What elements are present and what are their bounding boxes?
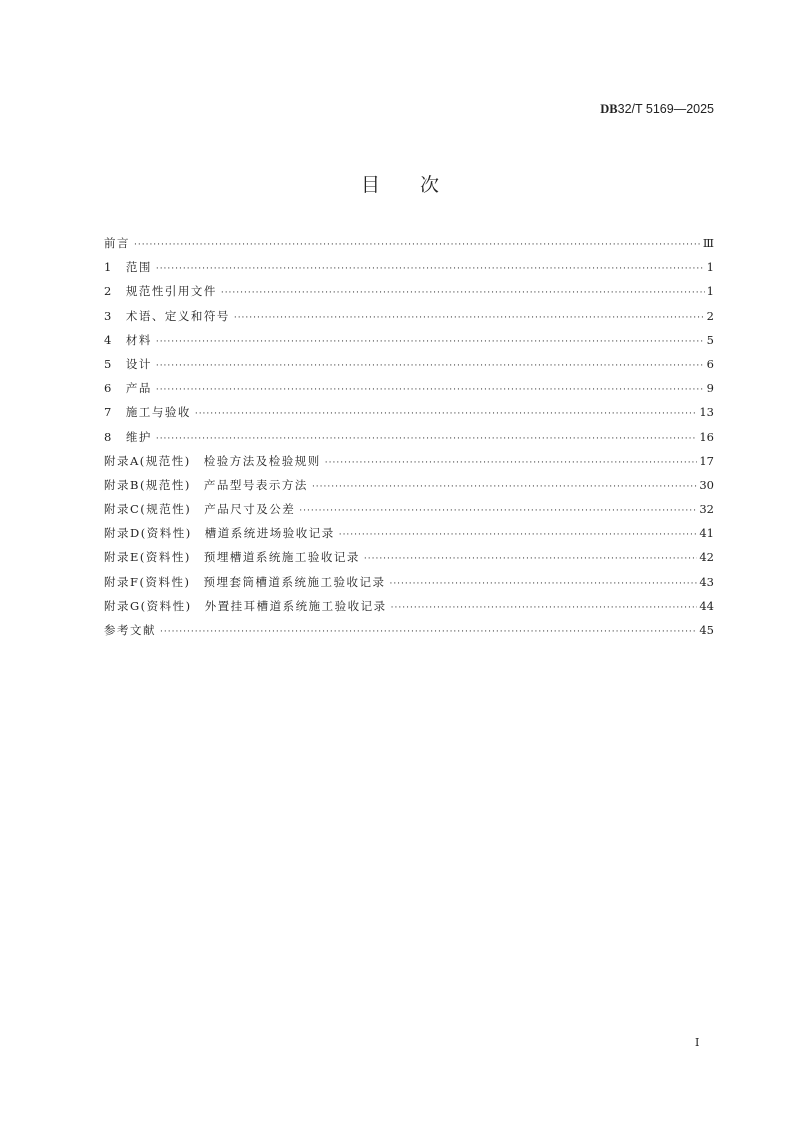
toc-entry-label: 附录B(规范性) 产品型号表示方法 [104,477,308,492]
toc-entry-page: Ⅲ [702,236,714,250]
dot-leader [156,337,705,347]
toc-entry[interactable] [104,283,714,307]
toc-entry[interactable] [104,332,714,356]
toc-entry-label: 附录D(资料性) 槽道系统进场验收记录 [104,526,335,541]
dot-leader [364,554,697,564]
toc-entry[interactable] [104,598,714,622]
toc-entry[interactable] [104,235,714,259]
dot-leader [156,434,698,444]
page-title: 目次 [360,174,479,196]
dot-leader [156,361,705,371]
toc-entry-label: 5 设计 [104,356,152,371]
dot-leader [339,530,698,540]
toc-entry[interactable] [104,380,714,404]
toc-entry[interactable] [104,574,714,598]
toc-entry-label: 2 规范性引用文件 [104,284,217,299]
toc-entry-page: 1 [706,284,714,299]
toc-entry-page: 30 [699,477,714,492]
toc-entry-page: 42 [699,550,714,565]
dot-leader [134,240,701,250]
dot-leader [312,482,697,492]
dot-leader [234,313,705,323]
toc-entry-label: 前言 [104,236,130,250]
toc-entry-label: 附录E(资料性) 预埋槽道系统施工验收记录 [104,550,360,565]
dot-leader [156,385,705,395]
toc-entry-page: 44 [699,598,714,613]
toc-entry[interactable] [104,525,714,549]
toc-entry-label: 参考文献 [104,623,156,637]
toc-entry-label: 1 范围 [104,260,152,275]
toc-entry[interactable] [104,404,714,428]
toc-entry[interactable] [104,429,714,453]
table-of-contents [104,235,714,646]
toc-entry-page: 13 [699,405,714,420]
toc-entry[interactable] [104,453,714,477]
dot-leader [299,506,697,516]
toc-entry-label: 8 维护 [104,429,152,444]
toc-entry-page: 16 [699,429,714,444]
toc-entry-label: 附录A(规范性) 检验方法及检验规则 [104,453,321,468]
toc-entry-page: 32 [699,502,714,517]
dot-leader [160,627,697,637]
toc-entry[interactable] [104,477,714,501]
toc-entry-page: 45 [699,623,714,637]
toc-entry[interactable] [104,259,714,283]
toc-entry[interactable] [104,356,714,380]
dot-leader [389,579,697,589]
dot-leader [391,603,698,613]
toc-entry-label: 4 材料 [104,332,152,347]
toc-entry-page: 1 [706,260,714,275]
dot-leader [195,409,698,419]
toc-entry-label: 附录F(资料性) 预埋套筒槽道系统施工验收记录 [104,574,386,589]
toc-entry-page: 41 [699,526,714,541]
standard-code [600,102,714,117]
toc-entry-page: 17 [699,453,714,468]
toc-entry-page: 2 [706,308,714,323]
code-number: 32/T 5169—2025 [617,102,714,116]
code-prefix: DB [600,102,618,116]
toc-entry-label: 附录G(资料性) 外置挂耳槽道系统施工验收记录 [104,598,387,613]
toc-entry[interactable] [104,501,714,525]
dot-leader [221,288,705,298]
page-number: I [695,1036,700,1049]
toc-entry-label: 6 产品 [104,381,152,396]
toc-entry-label: 附录C(规范性) 产品尺寸及公差 [104,502,296,517]
dot-leader [156,264,705,274]
toc-entry-page: 43 [699,574,714,589]
dot-leader [325,458,698,468]
toc-entry-label: 3 术语、定义和符号 [104,308,230,323]
toc-entry[interactable] [104,622,714,646]
toc-entry[interactable] [104,549,714,573]
toc-entry-page: 9 [706,381,714,396]
toc-entry-label: 7 施工与验收 [104,405,191,420]
toc-entry-page: 6 [706,356,714,371]
toc-entry-page: 5 [706,332,714,347]
toc-entry[interactable] [104,308,714,332]
